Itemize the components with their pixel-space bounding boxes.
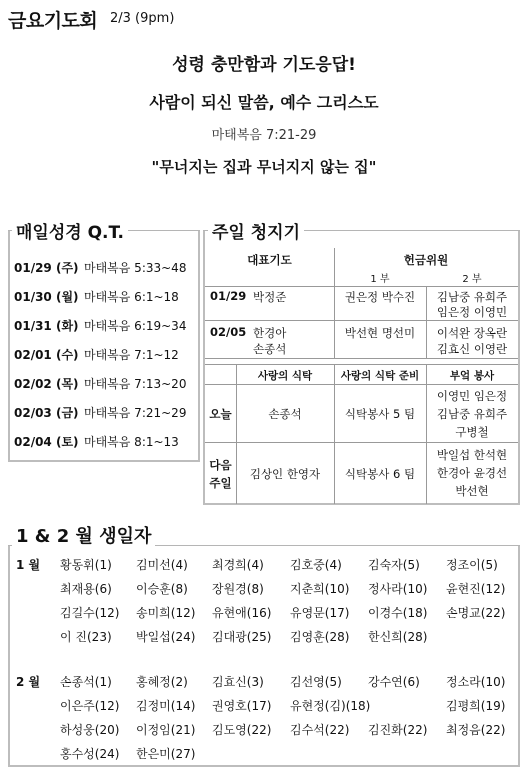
birthday-name: 이승훈(8) bbox=[136, 582, 188, 596]
birthday-name: 김평희(19) bbox=[446, 699, 506, 713]
birthday-name: 손명교(22) bbox=[446, 606, 506, 620]
birthday-name: 김도영(22) bbox=[212, 723, 272, 737]
birthday-name: 김숙자(5) bbox=[368, 558, 420, 572]
month-label-jan: 1 월 bbox=[16, 558, 41, 572]
header-meal: 사랑의 식탁 bbox=[257, 370, 313, 382]
birthday-name: 정소라(10) bbox=[446, 675, 506, 689]
birthday-name: 이은주(12) bbox=[60, 699, 120, 713]
qt-row bbox=[14, 433, 179, 450]
birthday-name: 김호중(4) bbox=[290, 558, 342, 572]
next-kitchen: 한경아 윤경선 bbox=[436, 466, 508, 480]
qt-row bbox=[14, 259, 186, 276]
header-meal-prep: 사랑의 식탁 준비 bbox=[340, 370, 420, 382]
month-label-feb: 2 월 bbox=[16, 675, 41, 689]
scripture-reference: 마태복음 7:21-29 bbox=[211, 128, 317, 143]
qt-row bbox=[14, 404, 186, 421]
birthday-name: 한신희(28) bbox=[368, 630, 428, 644]
birthday-name: 최재용(6) bbox=[60, 582, 112, 596]
header-offering: 헌금위원 bbox=[403, 253, 449, 267]
grid-line bbox=[334, 364, 335, 504]
offering-service-1: 박선현 명선미 bbox=[344, 326, 416, 340]
grid-line bbox=[205, 286, 518, 287]
birthday-name: 정사라(10) bbox=[368, 582, 428, 596]
qt-row bbox=[14, 375, 186, 392]
birthday-name: 이정임(21) bbox=[136, 723, 196, 737]
next-label: 주일 bbox=[209, 476, 232, 490]
header-service-2: 2 부 bbox=[462, 274, 482, 285]
birthday-name: 유현애(16) bbox=[212, 606, 272, 620]
qt-reference: 마태복음 6:19~34 bbox=[84, 319, 187, 333]
birthday-name: 손종석(1) bbox=[60, 675, 112, 689]
birthday-name: 김미선(4) bbox=[136, 558, 188, 572]
next-kitchen: 박선현 bbox=[455, 484, 489, 498]
qt-date: 01/29 (주) bbox=[14, 261, 79, 275]
qt-date: 02/02 (목) bbox=[14, 377, 79, 391]
birthday-name: 홍수성(24) bbox=[60, 747, 120, 761]
birthday-name: 박일섭(24) bbox=[136, 630, 196, 644]
qt-date: 02/04 (토) bbox=[14, 435, 79, 449]
qt-date: 01/31 (화) bbox=[14, 319, 79, 333]
today-label: 오늘 bbox=[209, 407, 232, 421]
birthday-name: 황동휘(1) bbox=[60, 558, 112, 572]
duty-title: 주일 청지기 bbox=[208, 218, 304, 243]
birthday-name: 지춘희(10) bbox=[290, 582, 350, 596]
duty-date: 01/29 bbox=[210, 289, 247, 303]
duty-date: 02/05 bbox=[210, 325, 247, 339]
birthday-name: 이경수(18) bbox=[368, 606, 428, 620]
today-meal-prep: 식탁봉사 5 팀 bbox=[344, 407, 416, 421]
birthday-name: 유영문(17) bbox=[290, 606, 350, 620]
birthday-name: 하성웅(20) bbox=[60, 723, 120, 737]
birthday-name: 김영훈(28) bbox=[290, 630, 350, 644]
birthday-name: 한은미(27) bbox=[136, 747, 196, 761]
next-kitchen: 박일섭 한석현 bbox=[436, 448, 508, 462]
qt-reference: 마태복음 7:21~29 bbox=[84, 406, 187, 420]
grid-line bbox=[236, 364, 237, 504]
offering-service-2: 김효신 이영란 bbox=[436, 342, 508, 356]
grid-line bbox=[205, 358, 518, 359]
birthday-name: 송미희(12) bbox=[136, 606, 196, 620]
birthday-name: 홍혜정(2) bbox=[136, 675, 188, 689]
page-title: 금요기도회 bbox=[8, 10, 98, 32]
birthday-name: 김정미(14) bbox=[136, 699, 196, 713]
birthday-name: 유현정(김)(18) bbox=[290, 699, 371, 713]
headline-2: 사람이 되신 말씀, 예수 그리스도 bbox=[149, 93, 379, 112]
offering-service-2: 김남중 유희주 bbox=[436, 290, 508, 304]
sermon-title: "무너지는 집과 무너지지 않는 집" bbox=[151, 158, 377, 176]
birthday-name: 윤현진(12) bbox=[446, 582, 506, 596]
birthday-name: 김선영(5) bbox=[290, 675, 342, 689]
offering-service-2: 이석완 장옥란 bbox=[436, 326, 508, 340]
qt-date: 02/01 (수) bbox=[14, 348, 79, 362]
birthday-name: 김수석(22) bbox=[290, 723, 350, 737]
qt-reference: 마태복음 5:33~48 bbox=[84, 261, 187, 275]
qt-row bbox=[14, 288, 179, 305]
birthday-name: 김길수(12) bbox=[60, 606, 120, 620]
header-kitchen: 부엌 봉사 bbox=[449, 370, 495, 382]
qt-reference: 마태복음 7:1~12 bbox=[84, 348, 179, 362]
duty-prayer-name: 손종석 bbox=[253, 342, 287, 356]
qt-row bbox=[14, 346, 179, 363]
birthday-name: 강수연(6) bbox=[368, 675, 420, 689]
qt-reference: 마태복음 6:1~18 bbox=[84, 290, 179, 304]
qt-date: 01/30 (월) bbox=[14, 290, 79, 304]
birthday-name: 김효신(3) bbox=[212, 675, 264, 689]
birthday-name: 최경희(4) bbox=[212, 558, 264, 572]
headline-1: 성령 충만함과 기도응답! bbox=[172, 55, 356, 75]
service-date: 2/3 (9pm) bbox=[110, 11, 175, 26]
qt-date: 02/03 (금) bbox=[14, 406, 79, 420]
birthday-name: 김대광(25) bbox=[212, 630, 272, 644]
next-label: 다음 bbox=[209, 458, 232, 472]
next-meal: 김상인 한영자 bbox=[249, 467, 321, 481]
grid-line bbox=[205, 320, 518, 321]
today-kitchen: 김남중 유희주 bbox=[436, 407, 508, 421]
birthday-name: 장원경(8) bbox=[212, 582, 264, 596]
qt-reference: 마태복음 8:1~13 bbox=[84, 435, 179, 449]
today-kitchen: 이영민 임은정 bbox=[436, 389, 508, 403]
birthday-name: 이 진(23) bbox=[60, 630, 112, 644]
next-meal-prep: 식탁봉사 6 팀 bbox=[344, 467, 416, 481]
birthday-name: 김진화(22) bbox=[368, 723, 428, 737]
qt-row bbox=[14, 317, 186, 334]
birthday-name: 권영호(17) bbox=[212, 699, 272, 713]
qt-title: 매일성경 Q.T. bbox=[12, 218, 128, 243]
today-meal: 손종석 bbox=[268, 407, 302, 421]
offering-service-1: 권은정 박수진 bbox=[344, 290, 416, 304]
birthday-name: 정조이(5) bbox=[446, 558, 498, 572]
grid-line bbox=[205, 364, 518, 365]
header-prayer: 대표기도 bbox=[247, 253, 292, 267]
today-kitchen: 구병철 bbox=[455, 425, 489, 439]
duty-prayer-name: 박정준 bbox=[253, 290, 287, 304]
header-service-1: 1 부 bbox=[370, 274, 390, 285]
duty-prayer-name: 한경아 bbox=[253, 326, 287, 340]
birthday-title: 1 & 2 월 생일자 bbox=[12, 522, 155, 548]
birthday-name: 최정음(22) bbox=[446, 723, 506, 737]
grid-line bbox=[205, 442, 518, 443]
qt-reference: 마태복음 7:13~20 bbox=[84, 377, 187, 391]
offering-service-2: 임은정 이영민 bbox=[436, 305, 508, 319]
grid-line bbox=[205, 384, 518, 385]
